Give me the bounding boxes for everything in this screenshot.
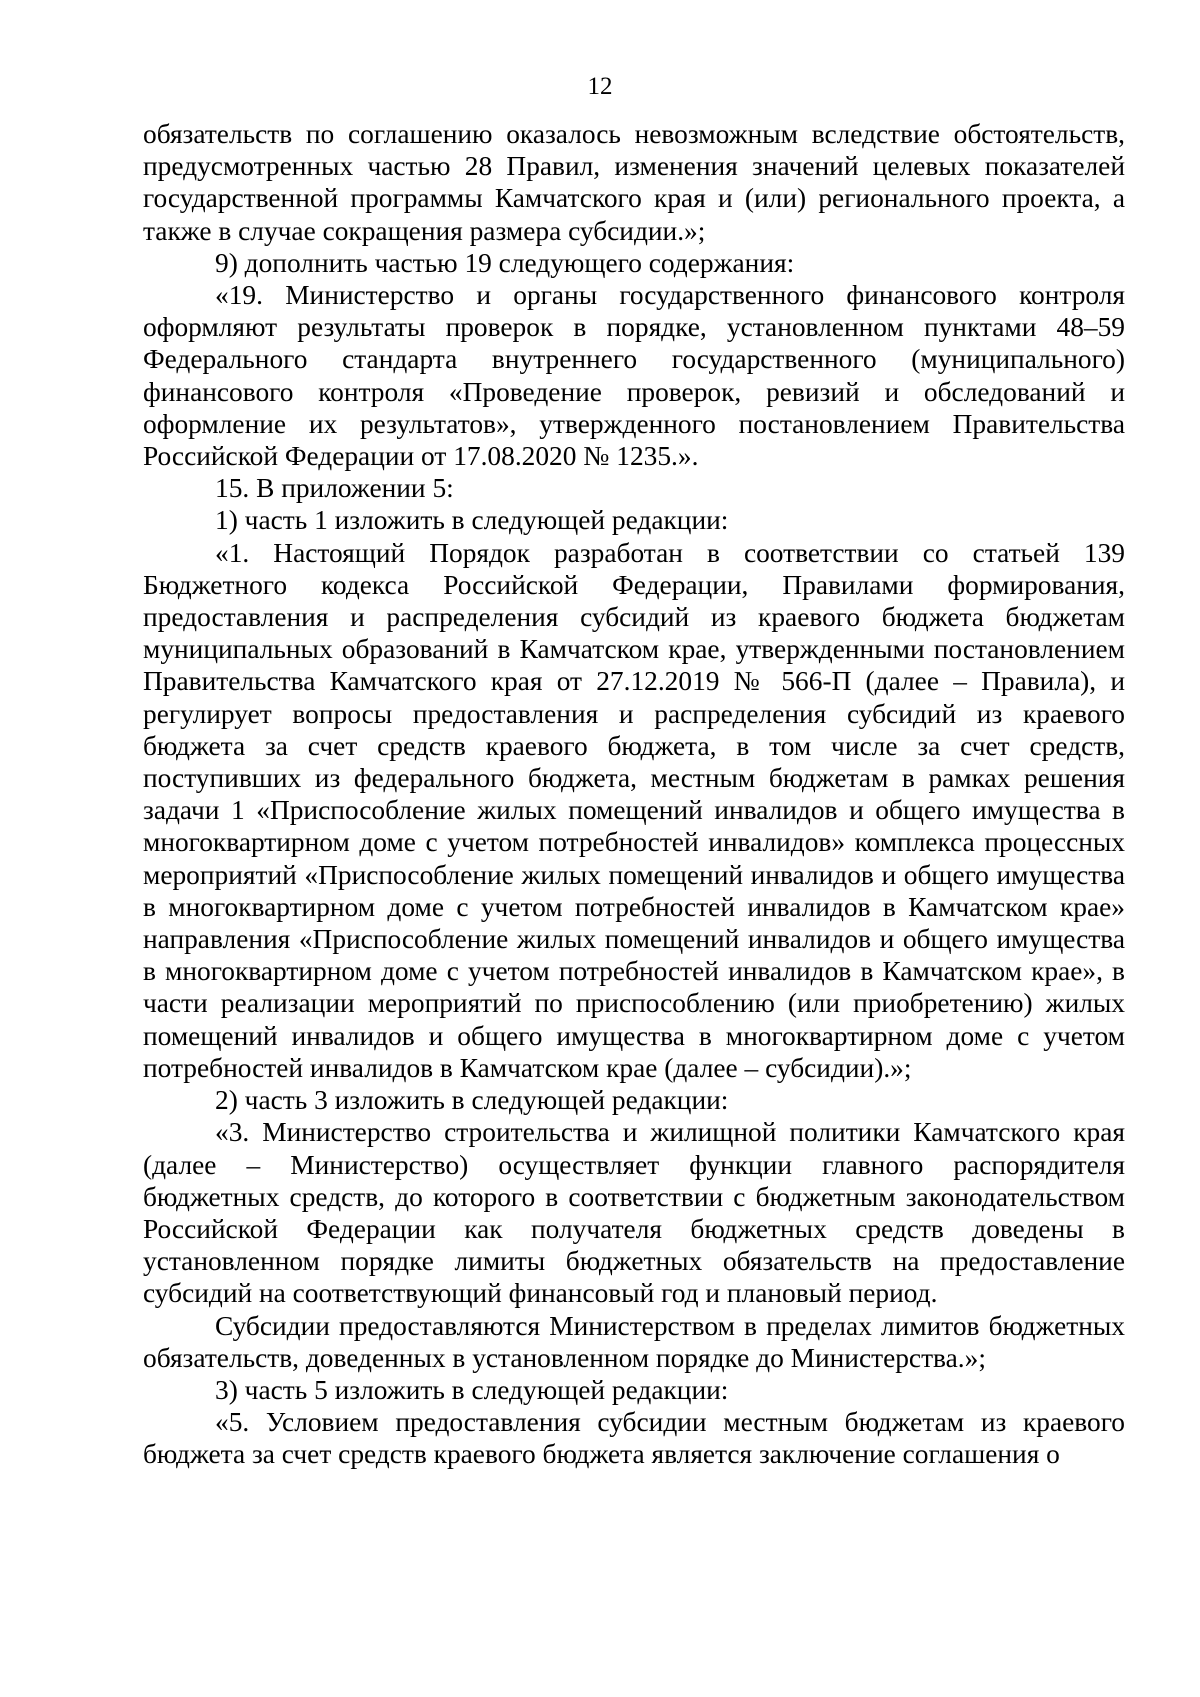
paragraph: обязательств по соглашению оказалось невозможным вследствие обстоятельств, предусмотренных частью 28 Правил, изменения значений целевых показателей государственной программы Камчатского края и (или) регионального проекта, а также в случае сокращения размера субсидии.»;	[143, 119, 1125, 246]
paragraph: Субсидии предоставляются Министерством в пределах лимитов бюджетных обязательств, доведенных в установленном порядке до Министерства.»;	[143, 1310, 1125, 1373]
paragraph: «5. Условием предоставления субсидии местным бюджетам из краевого бюджета за счет средств краевого бюджета является заключение соглашения о	[143, 1407, 1125, 1470]
page-number: 12	[587, 73, 613, 100]
paragraph: «1. Настоящий Порядок разработан в соответствии со статьей 139 Бюджетного кодекса Российской Федерации, Правилами формирования, предоставления и распределения субсидий из краевого бюджета бюджетам муниципальных образований в Камчатском крае, утвержденными постановлением Правительства Камчатского края от 27.12.2019 № 566-П (далее – Правила), и регулирует вопросы предоставления и распределения субсидий из краевого бюджета за счет средств краевого бюджета, в том числе за счет средств, поступивших из федерального бюджета, местным бюджетам в рамках решения задачи 1 «Приспособление жилых помещений инвалидов и общего имущества в многоквартирном доме с учетом потребностей инвалидов» комплекса процессных мероприятий «Приспособление жилых помещений инвалидов и общего имущества в многоквартирном доме с учетом потребностей инвалидов в Камчатском крае» направления «Приспособление жилых помещений инвалидов и общего имущества в многоквартирном доме с учетом потребностей инвалидов в Камчатском крае», в части реализации мероприятий по приспособлению (или приобретению) жилых помещений инвалидов и общего имущества в многоквартирном доме с учетом потребностей инвалидов в Камчатском крае (далее – субсидии).»;	[143, 537, 1125, 1083]
paragraph: 9) дополнить частью 19 следующего содержания:	[215, 247, 795, 278]
paragraph: 1) часть 1 изложить в следующей редакции:	[215, 505, 729, 536]
paragraph: 2) часть 3 изложить в следующей редакции:	[215, 1085, 729, 1116]
paragraph: «19. Министерство и органы государственного финансового контроля оформляют результаты проверок в порядке, установленном пунктами 48–59 Федерального стандарта внутреннего государственного (муниципального) финансового контроля «Проведение проверок, ревизий и обследований и оформление их результатов», утвержденного постановлением Правительства Российской Федерации от 17.08.2020 № 1235.».	[143, 280, 1125, 472]
paragraph: 3) часть 5 изложить в следующей редакции:	[215, 1374, 729, 1405]
document-body	[143, 118, 1125, 1471]
paragraph: 15. В приложении 5:	[215, 473, 454, 504]
paragraph: «3. Министерство строительства и жилищной политики Камчатского края (далее – Министерство) осуществляет функции главного распорядителя бюджетных средств, до которого в соответствии с бюджетным законодательством Российской Федерации как получателя бюджетных средств доведены в установленном порядке лимиты бюджетных обязательств на предоставление субсидий на соответствующий финансовый год и плановый период.	[143, 1117, 1125, 1309]
